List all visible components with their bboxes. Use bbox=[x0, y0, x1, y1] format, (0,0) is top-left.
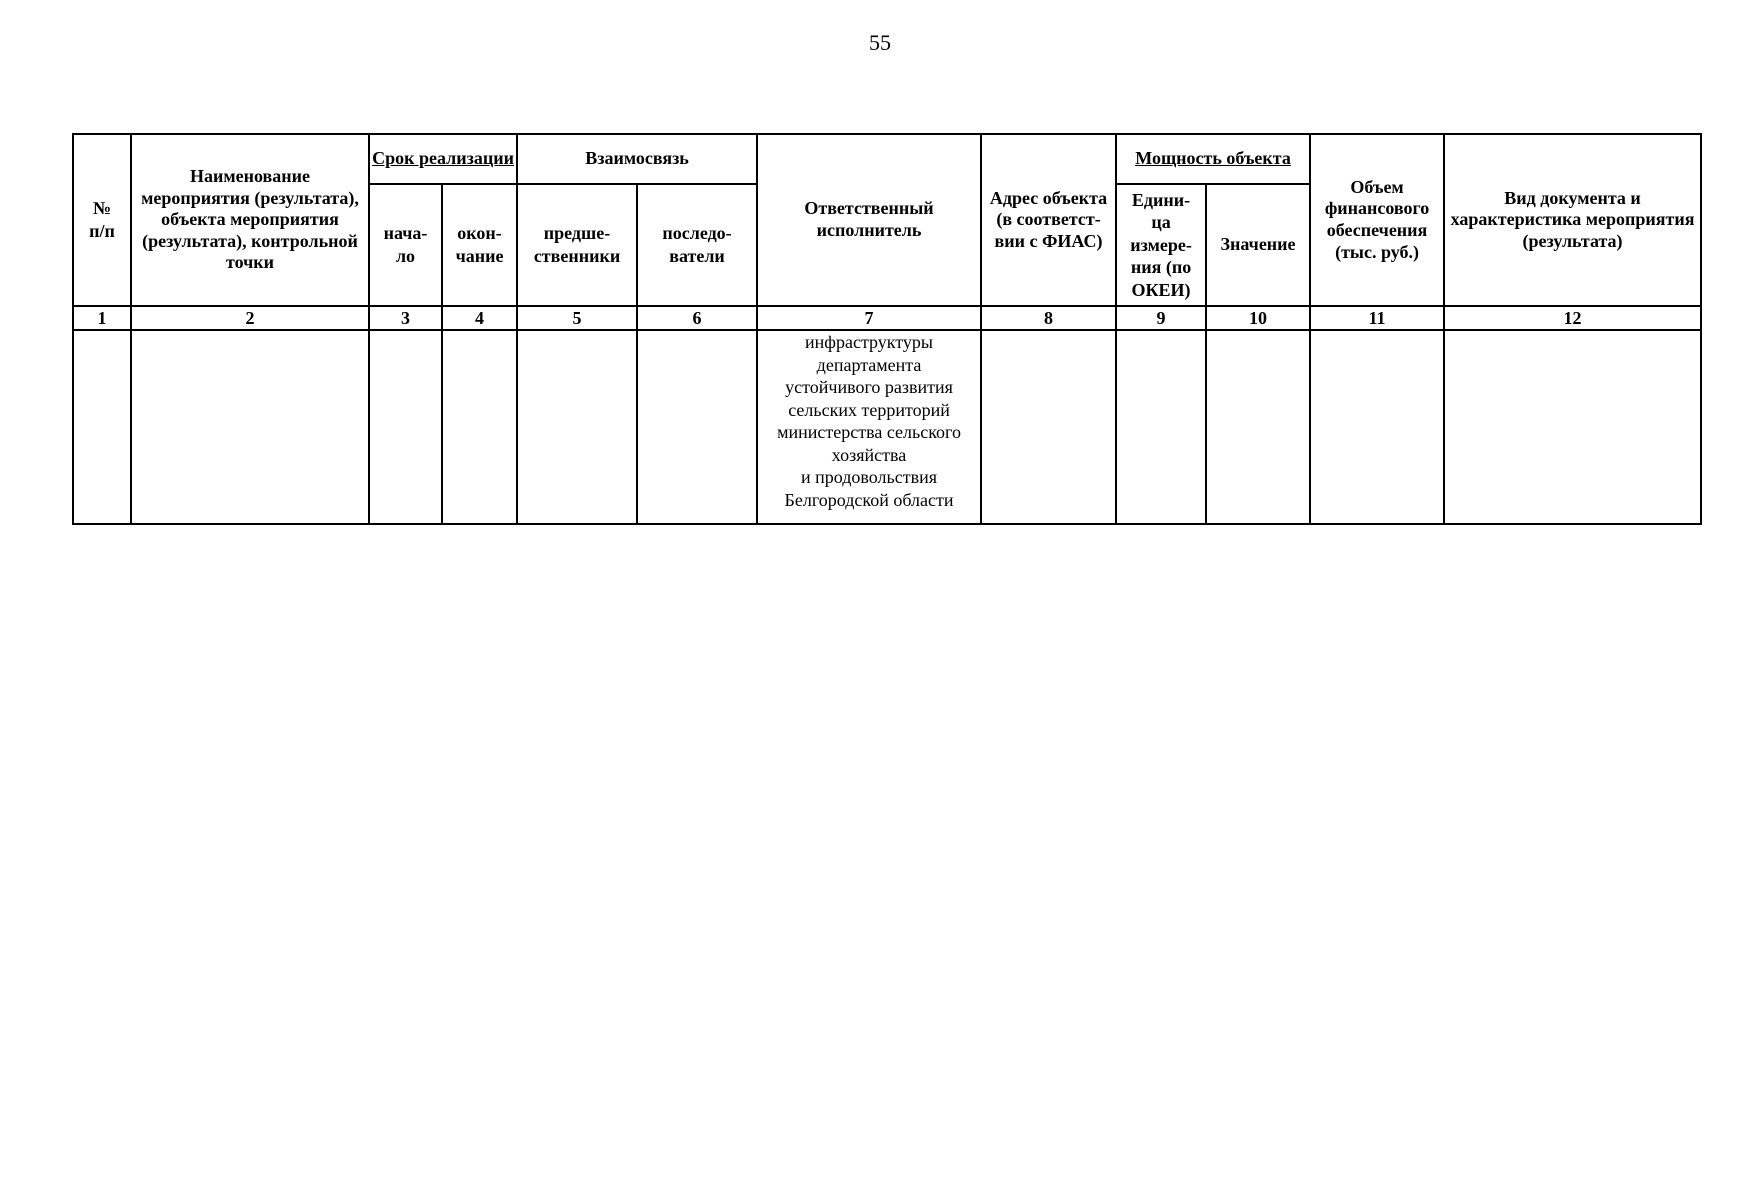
header-link: Взаимосвязь bbox=[517, 134, 757, 184]
header-finance: Объем финансового обеспечения (тыс. руб.) bbox=[1310, 134, 1444, 306]
header-responsible: Ответственный исполнитель bbox=[757, 134, 981, 306]
header-name: Наименование мероприятия (результата), объекта мероприятия (результата), контрольной точки bbox=[131, 134, 369, 306]
cell-link-next bbox=[637, 330, 757, 524]
header-term-start: нача- ло bbox=[369, 184, 442, 306]
column-number: 12 bbox=[1444, 306, 1701, 330]
header-address: Адрес объекта (в соответст-вии с ФИАС) bbox=[981, 134, 1116, 306]
column-number: 11 bbox=[1310, 306, 1444, 330]
cell-link-prev bbox=[517, 330, 637, 524]
cell-num bbox=[73, 330, 131, 524]
header-link-prev: предше- ственники bbox=[517, 184, 637, 306]
header-num: № п/п bbox=[73, 134, 131, 306]
header-capacity-value: Значение bbox=[1206, 184, 1310, 306]
cell-capacity-value bbox=[1206, 330, 1310, 524]
header-term-end: окон- чание bbox=[442, 184, 517, 306]
column-number: 4 bbox=[442, 306, 517, 330]
cell-finance bbox=[1310, 330, 1444, 524]
header-capacity-unit: Едини- ца измере- ния (по ОКЕИ) bbox=[1116, 184, 1206, 306]
header-link-next: последо- ватели bbox=[637, 184, 757, 306]
cell-term-start bbox=[369, 330, 442, 524]
cell-name bbox=[131, 330, 369, 524]
column-number: 8 bbox=[981, 306, 1116, 330]
cell-term-end bbox=[442, 330, 517, 524]
page-number: 55 bbox=[869, 30, 891, 55]
column-number: 10 bbox=[1206, 306, 1310, 330]
plan-table bbox=[72, 133, 1702, 525]
table-row bbox=[73, 330, 1701, 524]
column-number: 2 bbox=[131, 306, 369, 330]
cell-capacity-unit bbox=[1116, 330, 1206, 524]
column-number: 1 bbox=[73, 306, 131, 330]
column-number: 5 bbox=[517, 306, 637, 330]
column-number: 6 bbox=[637, 306, 757, 330]
column-number: 3 bbox=[369, 306, 442, 330]
header-doc-type: Вид документа и характеристика мероприятия (результата) bbox=[1444, 134, 1701, 306]
column-number: 9 bbox=[1116, 306, 1206, 330]
column-number: 7 bbox=[757, 306, 981, 330]
cell-address bbox=[981, 330, 1116, 524]
header-capacity: Мощность объекта bbox=[1116, 134, 1310, 184]
cell-responsible: инфраструктуры департамента устойчивого развития сельских территорий министерства сельского хозяйства и продовольствия Белгородской области bbox=[757, 330, 981, 524]
cell-doc-type bbox=[1444, 330, 1701, 524]
header-term: Срок реализации bbox=[369, 134, 517, 184]
